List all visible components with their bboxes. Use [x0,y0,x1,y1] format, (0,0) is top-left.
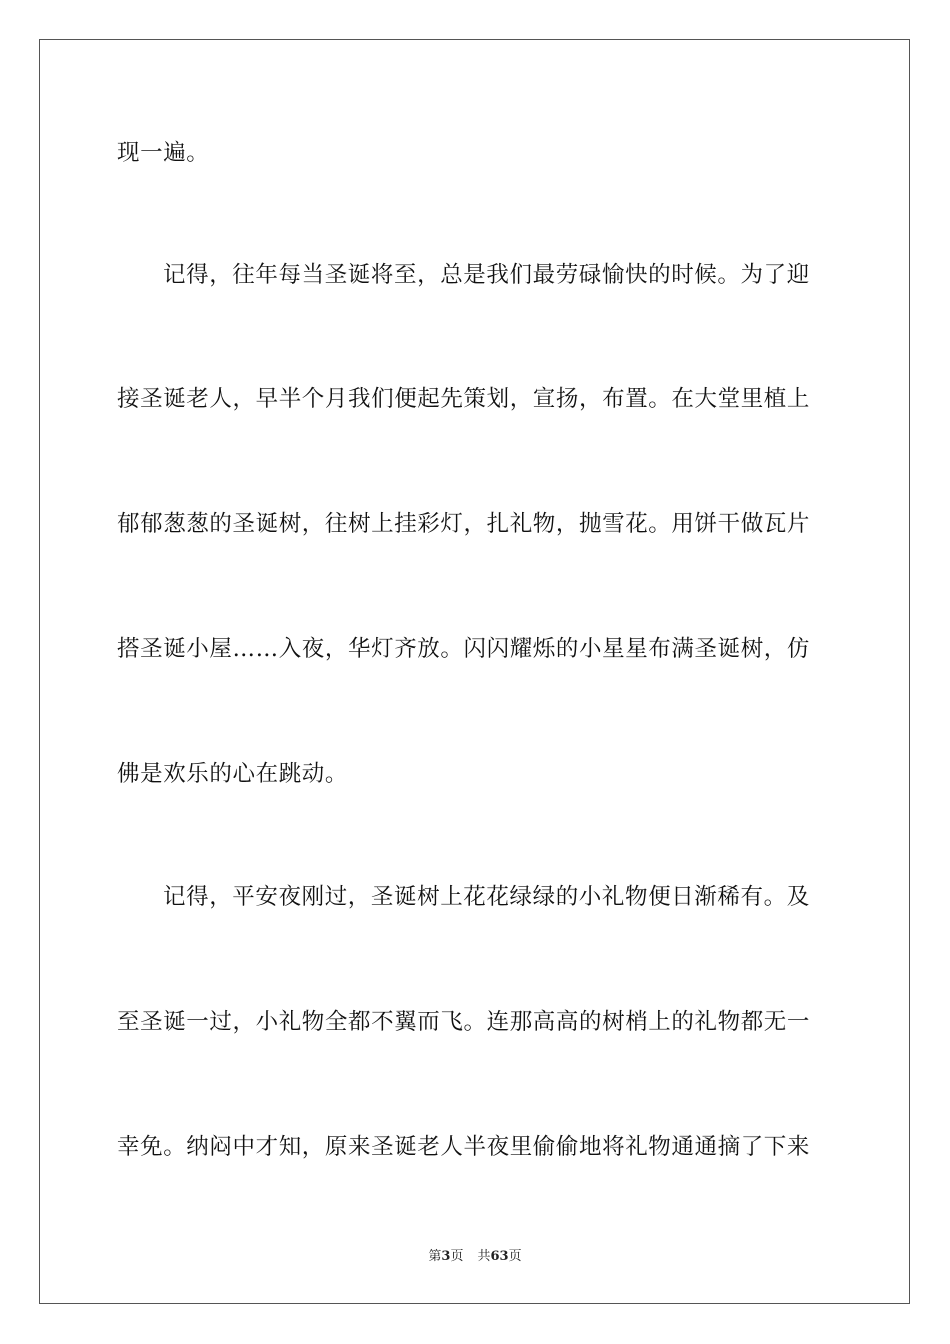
total-suffix: 页 [508,1249,522,1264]
page-prefix: 第 [428,1249,442,1264]
paragraph-start-line: 记得，往年每当圣诞将至，总是我们最劳碌愉快的时候。为了迎 [163,262,810,288]
page-border [39,39,910,1304]
text-line: 至圣诞一过，小礼物全都不翼而飞。连那高高的树梢上的礼物都无一 [117,1009,811,1035]
page-number: 3 [441,1249,451,1264]
text-line: 佛是欢乐的心在跳动。 [117,761,349,787]
page-footer [0,1248,950,1266]
text-line: 搭圣诞小屋……入夜，华灯齐放。闪闪耀烁的小星星布满圣诞树，仿 [117,636,811,662]
paragraph-start-line: 记得，平安夜刚过，圣诞树上花花绿绿的小礼物便日渐稀有。及 [163,884,810,910]
text-line: 郁郁葱葱的圣诞树，往树上挂彩灯，扎礼物，抛雪花。用饼干做瓦片 [117,511,811,537]
total-prefix: 共 [477,1249,491,1264]
text-line: 现一遍。 [117,140,210,166]
total-pages: 63 [490,1249,509,1264]
text-line: 幸免。纳闷中才知，原来圣诞老人半夜里偷偷地将礼物通通摘了下来 [117,1134,811,1160]
text-line: 接圣诞老人，早半个月我们便起先策划，宣扬，布置。在大堂里植上 [117,386,811,412]
page-suffix: 页 [450,1249,464,1264]
